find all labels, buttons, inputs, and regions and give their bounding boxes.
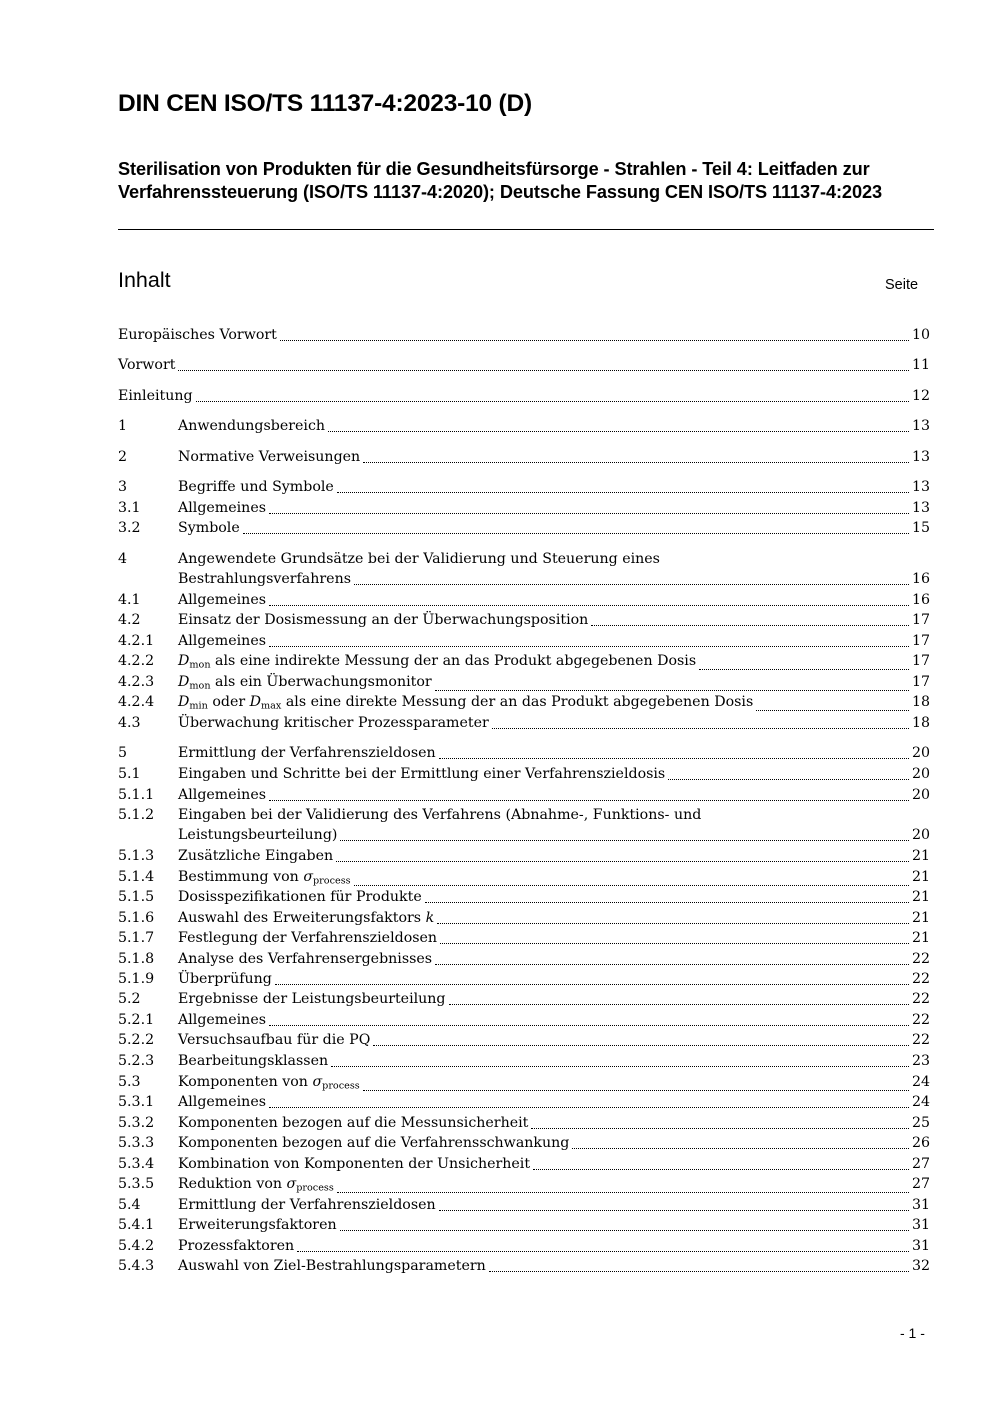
toc-entry-title: Allgemeines: [178, 1094, 266, 1110]
toc-entry-page: 23: [911, 1053, 930, 1069]
toc-entry-title: Anwendungsbereich: [178, 418, 326, 434]
toc-entry-title: $D_{min}$ oder $D_{max}$ als eine direkte Messung der an das Produkt abgegebenen Dosis: [178, 694, 754, 712]
toc-entry-page: 22: [911, 1032, 930, 1048]
toc-entry-title: Festlegung der Verfahrenszieldosen: [178, 930, 438, 946]
toc-entry-title-row: [178, 989, 930, 1010]
toc-entry-page: 15: [911, 520, 930, 536]
toc-entry-title-row: [178, 1215, 930, 1236]
toc-entry-title-row: [178, 498, 930, 519]
toc-entry-page: 27: [911, 1176, 930, 1192]
toc-entry-leader-dots: [354, 584, 909, 585]
toc-entry-page: 17: [911, 612, 930, 628]
toc-entry-page: 17: [911, 633, 930, 649]
toc-entry-title-row: [178, 610, 930, 631]
toc-entry-title-row: [178, 785, 930, 806]
toc-entry-title-row: [178, 949, 930, 970]
toc-entry-page: 21: [911, 889, 930, 905]
toc-entry-page: 21: [911, 930, 930, 946]
toc-entry-title-row: [178, 1236, 930, 1257]
toc-entry-title: Überprüfung: [178, 971, 272, 987]
toc-entry-title-row: [178, 518, 930, 539]
toc-entry-leader-dots: [572, 1148, 909, 1149]
toc-entry-title-row: [118, 325, 930, 346]
toc-entry-title-row: [178, 1051, 930, 1072]
toc-entry[interactable]: [118, 1195, 930, 1216]
toc-entry-title-row: [178, 908, 930, 929]
toc-entry[interactable]: [118, 1236, 930, 1257]
toc-entry-title-row: [118, 355, 930, 376]
toc-entry[interactable]: [118, 887, 930, 908]
toc-entry-title: Ergebnisse der Leistungsbeurteilung: [178, 991, 446, 1007]
toc-entry-leader-dots: [449, 1004, 909, 1005]
toc-entry-title-row: [178, 631, 930, 652]
toc-entry-symbol-subscript: process: [322, 1080, 360, 1092]
toc-entry-leader-dots: [269, 605, 909, 606]
toc-entry-page: 31: [911, 1197, 930, 1213]
toc-entry-page: 22: [911, 951, 930, 967]
page-number: - 1 -: [900, 1325, 925, 1341]
toc-entry-page: 20: [911, 745, 930, 761]
toc-entry-page: 21: [911, 848, 930, 864]
page-column-label: Seite: [885, 277, 919, 293]
toc-entry-page: 17: [911, 674, 930, 690]
toc-entry-symbol-letter: σ: [312, 1074, 323, 1090]
toc-entry[interactable]: [118, 518, 930, 539]
toc-entry-page: 16: [911, 592, 930, 608]
toc-entry-title-row: [178, 1092, 930, 1113]
toc-entry-title-row: [178, 1133, 930, 1154]
toc-entry-title: Einsatz der Dosismessung an der Überwachungsposition: [178, 612, 589, 628]
toc-entry[interactable]: [118, 1010, 930, 1031]
toc-entry[interactable]: [118, 416, 930, 437]
toc-entry-page: 24: [911, 1074, 930, 1090]
toc-entry-symbol-subscript: min: [189, 700, 208, 712]
toc-entry[interactable]: [118, 610, 930, 631]
toc-entry-leader-dots: [435, 964, 909, 965]
toc-entry-symbol-letter: σ: [286, 1176, 297, 1192]
toc-entry-number: 5.1.3: [118, 848, 155, 864]
toc-entry-title-row: [178, 713, 930, 734]
toc-entry-title: $D_{mon}$ als eine indirekte Messung der an das Produkt abgegebenen Dosis: [178, 653, 697, 671]
toc-entry[interactable]: [118, 355, 930, 376]
toc-entry-title-row: [178, 1154, 930, 1175]
toc-entry-title: Bestimmung von $\sigma_{process}$: [178, 869, 351, 887]
toc-entry-number: 4.2.2: [118, 653, 155, 669]
toc-entry[interactable]: [118, 785, 930, 806]
toc-entry-number: 5: [118, 745, 128, 761]
toc-entry-title: Symbole: [178, 520, 240, 536]
document-subtitle: Sterilisation von Produkten für die Gesundheitsfürsorge - Strahlen - Teil 4: Leitfaden zur Verfahrenssteuerung (ISO/TS 11137-4:2020); Deutsche Fassung CEN ISO/TS 11137-4:2023: [118, 159, 882, 202]
toc-entry[interactable]: [118, 928, 930, 949]
toc-entry-symbol-subscript: mon: [189, 680, 211, 692]
toc-entry-leader-dots: [440, 943, 909, 944]
toc-entry[interactable]: [118, 325, 930, 346]
toc-entry-title: Komponenten bezogen auf die Verfahrensschwankung: [178, 1135, 570, 1151]
toc-entry-title: Vorwort: [118, 357, 176, 373]
toc-entry-leader-dots: [297, 1251, 909, 1252]
toc-entry-leader-dots: [437, 923, 909, 924]
toc-entry-first-line: [118, 549, 930, 570]
toc-entry-title: Normative Verweisungen: [178, 449, 361, 465]
toc-entry-symbol-subscript: max: [261, 700, 282, 712]
toc-entry-symbol-letter: D: [178, 674, 190, 690]
toc-entry-page: 24: [911, 1094, 930, 1110]
toc-entry[interactable]: [118, 631, 930, 652]
toc-entry-leader-dots: [439, 1210, 909, 1211]
toc-entry-leader-dots: [269, 1107, 909, 1108]
toc-entry-page: 20: [911, 827, 930, 843]
toc-entry-number: 5.3.2: [118, 1115, 155, 1131]
toc-entry-number: 5.3.4: [118, 1156, 155, 1172]
toc-entry-title: Ermittlung der Verfahrenszieldosen: [178, 1197, 436, 1213]
toc-entry-leader-dots: [533, 1169, 909, 1170]
toc-entry-title: Versuchsaufbau für die PQ: [178, 1032, 371, 1048]
toc-entry-page: 13: [911, 500, 930, 516]
toc-entry-title-row: [178, 764, 930, 785]
toc-entry-symbol-subscript: process: [296, 1182, 334, 1194]
toc-entry-page: 13: [911, 479, 930, 495]
toc-entry-page: 10: [911, 327, 930, 343]
toc-entry[interactable]: [118, 672, 930, 693]
toc-entry-leader-dots: [331, 1066, 909, 1067]
toc-entry-title-row: [178, 1010, 930, 1031]
toc-entry-title-row: [178, 569, 930, 590]
toc-entry[interactable]: [118, 1256, 930, 1277]
toc-entry-title: Europäisches Vorwort: [118, 327, 277, 343]
toc-entry-number: 4.2: [118, 612, 141, 628]
toc-entry-number: 1: [118, 418, 128, 434]
toc-entry[interactable]: [118, 949, 930, 970]
toc-entry-number: 5.3.3: [118, 1135, 155, 1151]
toc-entry-title: $D_{mon}$ als ein Überwachungsmonitor: [178, 674, 432, 692]
toc-entry-symbol-subscript: mon: [189, 659, 211, 671]
toc-entry-title-row: [178, 969, 930, 990]
toc-entry-page: 16: [911, 571, 930, 587]
header-rule: [118, 229, 934, 230]
toc-entry-leader-dots: [425, 902, 909, 903]
toc-entry[interactable]: [118, 1113, 930, 1134]
toc-entry[interactable]: [118, 825, 930, 846]
toc-entry-page: 21: [911, 910, 930, 926]
toc-entry-title: Dosisspezifikationen für Produkte: [178, 889, 422, 905]
toc-entry-number: 5.4.1: [118, 1217, 155, 1233]
toc-entry-leader-dots: [668, 779, 909, 780]
toc-entry-leader-dots: [243, 533, 909, 534]
toc-entry-title: Leistungsbeurteilung): [178, 827, 338, 843]
toc-entry-title-row: [178, 1030, 930, 1051]
toc-entry[interactable]: [118, 590, 930, 611]
toc-entry-symbol-letter: k: [425, 910, 435, 926]
toc-entry-leader-dots: [340, 1230, 909, 1231]
toc-entry-page: 18: [911, 715, 930, 731]
toc-entry-leader-dots: [591, 625, 909, 626]
toc-entry-symbol: [178, 653, 211, 669]
toc-entry[interactable]: [118, 1215, 930, 1236]
toc-entry-number: 5.4.3: [118, 1258, 155, 1274]
toc-entry-title-row: [178, 1256, 930, 1277]
toc-entry-page: 31: [911, 1238, 930, 1254]
toc-entry-leader-dots: [275, 984, 909, 985]
toc-entry-leader-dots: [269, 1025, 909, 1026]
toc-entry[interactable]: [118, 498, 930, 519]
toc-entry-page: 22: [911, 1012, 930, 1028]
toc-entry-number: 5.1.9: [118, 971, 155, 987]
toc-entry-number: 4.1: [118, 592, 141, 608]
toc-entry-leader-dots: [178, 370, 909, 371]
toc-entry-title: Auswahl des Erweiterungsfaktors k: [178, 910, 435, 926]
toc-entry-title: Einleitung: [118, 388, 193, 404]
toc-entry-leader-dots: [337, 492, 909, 493]
toc-entry-title-row: [178, 447, 930, 468]
toc-entry-title: Begriffe und Symbole: [178, 479, 334, 495]
toc-entry-page: 18: [911, 694, 930, 710]
toc-entry-number: 5.1.8: [118, 951, 155, 967]
toc-entry-leader-dots: [699, 669, 909, 670]
toc-entry[interactable]: [118, 1174, 930, 1195]
toc-entry-first-line: [118, 805, 930, 826]
toc-entry-number: 4.2.4: [118, 694, 155, 710]
toc-entry-leader-dots: [363, 462, 909, 463]
toc-entry-number: 3.1: [118, 500, 141, 516]
toc-entry-title: Allgemeines: [178, 500, 266, 516]
toc-entry[interactable]: [118, 764, 930, 785]
toc-entry-number: 5.2.3: [118, 1053, 155, 1069]
toc-entry-title: Ermittlung der Verfahrenszieldosen: [178, 745, 436, 761]
toc-entry-leader-dots: [531, 1128, 909, 1129]
toc-entry-leader-dots: [269, 646, 909, 647]
toc-entry-title: Erweiterungsfaktoren: [178, 1217, 337, 1233]
toc-entry-number: 5.2: [118, 991, 141, 1007]
toc-entry-number: 5.1.5: [118, 889, 155, 905]
toc-entry-title: Reduktion von $\sigma_{process}$: [178, 1176, 334, 1194]
document-id: DIN CEN ISO/TS 11137-4:2023-10 (D): [118, 90, 532, 117]
toc-entry-title: Bearbeitungsklassen: [178, 1053, 329, 1069]
toc-entry-title-line1: Eingaben bei der Validierung des Verfahrens (Abnahme-, Funktions- und: [178, 807, 702, 823]
toc-entry-number: 5.1.4: [118, 869, 155, 885]
toc-entry-number: 4.2.3: [118, 674, 155, 690]
toc-entry-symbol: [178, 694, 208, 710]
toc-entry-page: 31: [911, 1217, 930, 1233]
toc-entry-page: 13: [911, 449, 930, 465]
toc-entry-title-row: [178, 590, 930, 611]
toc-entry-title: Überwachung kritischer Prozessparameter: [178, 715, 489, 731]
toc-entry-page: 26: [911, 1135, 930, 1151]
toc-entry-leader-dots: [328, 431, 909, 432]
toc-entry-number: 5.1.6: [118, 910, 155, 926]
toc-entry-symbol-subscript: process: [313, 875, 351, 887]
toc-entry[interactable]: [118, 1133, 930, 1154]
toc-entry[interactable]: [118, 1030, 930, 1051]
toc-entry-symbol: [303, 869, 350, 885]
contents-heading: Inhalt: [118, 268, 171, 292]
toc-entry-leader-dots: [196, 401, 909, 402]
toc-entry-symbol: [250, 694, 282, 710]
toc-entry-title-row: [178, 743, 930, 764]
toc-entry-number: 5.3: [118, 1074, 141, 1090]
toc-entry-leader-dots: [337, 1192, 909, 1193]
toc-entry-leader-dots: [280, 340, 909, 341]
toc-entry[interactable]: [118, 477, 930, 498]
toc-entry-number: 4.3: [118, 715, 141, 731]
toc-entry-title-row: [178, 846, 930, 867]
toc-entry-title: Allgemeines: [178, 787, 266, 803]
toc-entry-symbol-letter: σ: [303, 869, 314, 885]
toc-entry-title-row: [178, 1113, 930, 1134]
toc-entry[interactable]: [118, 692, 930, 713]
toc-entry-title: Eingaben und Schritte bei der Ermittlung einer Verfahrenszieldosis: [178, 766, 666, 782]
toc-entry-title: Allgemeines: [178, 1012, 266, 1028]
toc-entry-title: Kombination von Komponenten der Unsicherheit: [178, 1156, 531, 1172]
toc-entry-title: Allgemeines: [178, 592, 266, 608]
toc-entry-symbol-letter: D: [178, 653, 190, 669]
toc-entry-title: Auswahl von Ziel-Bestrahlungsparametern: [178, 1258, 486, 1274]
toc-entry-leader-dots: [373, 1045, 909, 1046]
toc-entry-number: 5.1: [118, 766, 141, 782]
toc-entry-title: Zusätzliche Eingaben: [178, 848, 334, 864]
toc-entry[interactable]: [118, 651, 930, 672]
toc-entry-page: 21: [911, 869, 930, 885]
toc-entry-title: Bestrahlungsverfahrens: [178, 571, 351, 587]
toc-entry-number: 2: [118, 449, 128, 465]
toc-entry-leader-dots: [756, 710, 909, 711]
toc-entry-number: 3: [118, 479, 128, 495]
toc-entry-number: 4.2.1: [118, 633, 155, 649]
toc-entry[interactable]: [118, 1051, 930, 1072]
toc-entry-page: 17: [911, 653, 930, 669]
toc-entry-title-line1: Angewendete Grundsätze bei der Validierung und Steuerung eines: [178, 551, 660, 567]
toc-entry-page: 25: [911, 1115, 930, 1131]
toc-entry-title-row: [178, 477, 930, 498]
toc-entry-leader-dots: [336, 861, 909, 862]
toc-entry-title-row: [178, 887, 930, 908]
toc-entry-number: 3.2: [118, 520, 141, 536]
toc-entry[interactable]: [118, 569, 930, 590]
toc-entry-number: 5.2.2: [118, 1032, 155, 1048]
toc-entry[interactable]: [118, 1154, 930, 1175]
toc-entry-leader-dots: [489, 1271, 909, 1272]
toc-entry-page: 27: [911, 1156, 930, 1172]
toc-entry-symbol: [178, 674, 211, 690]
toc-entry-title-row: [118, 386, 930, 407]
toc-entry-symbol: [287, 1176, 334, 1192]
toc-entry-title: Allgemeines: [178, 633, 266, 649]
toc-entry-number: 5.1.1: [118, 787, 155, 803]
toc-entry[interactable]: [118, 713, 930, 734]
toc-entry-number: 5.2.1: [118, 1012, 155, 1028]
toc-entry-page: 32: [911, 1258, 930, 1274]
toc-entry-title-row: [178, 1195, 930, 1216]
toc-entry[interactable]: [118, 989, 930, 1010]
toc-entry-leader-dots: [492, 728, 909, 729]
toc-entry[interactable]: [118, 1092, 930, 1113]
toc-entry-title: Komponenten bezogen auf die Messunsicherheit: [178, 1115, 529, 1131]
toc-entry-title-row: [178, 928, 930, 949]
toc-entry-title: Prozessfaktoren: [178, 1238, 295, 1254]
toc-entry-number: 5.1.2: [118, 807, 155, 823]
toc-entry-page: 12: [911, 388, 930, 404]
toc-entry-leader-dots: [340, 840, 909, 841]
toc-entry-number: 4: [118, 551, 128, 567]
toc-entry-title: Analyse des Verfahrensergebnisses: [178, 951, 433, 967]
toc-entry-page: 20: [911, 787, 930, 803]
toc-entry-title-row: [178, 416, 930, 437]
toc-entry-number: 5.3.1: [118, 1094, 155, 1110]
toc-entry[interactable]: [118, 969, 930, 990]
toc-entry-title-row: [178, 825, 930, 846]
toc-entry-symbol: [426, 910, 435, 926]
toc-entry[interactable]: [118, 846, 930, 867]
toc-entry-number: 5.3.5: [118, 1176, 155, 1192]
toc-entry-leader-dots: [269, 800, 909, 801]
toc-entry-page: 22: [911, 991, 930, 1007]
toc-entry-number: 5.4.2: [118, 1238, 155, 1254]
toc-entry-number: 5.1.7: [118, 930, 155, 946]
toc-entry-symbol-letter: D: [249, 694, 262, 710]
toc-entry-leader-dots: [269, 513, 909, 514]
toc-entry[interactable]: [118, 447, 930, 468]
toc-entry-page: 22: [911, 971, 930, 987]
toc-entry[interactable]: [118, 867, 930, 888]
toc-entry[interactable]: [118, 908, 930, 929]
toc-entry[interactable]: [118, 1072, 930, 1093]
toc-entry-page: 20: [911, 766, 930, 782]
toc-entry-leader-dots: [439, 758, 909, 759]
toc-entry[interactable]: [118, 743, 930, 764]
toc-entry[interactable]: [118, 386, 930, 407]
toc-entry-symbol-letter: D: [178, 694, 190, 710]
toc-entry-page: 13: [911, 418, 930, 434]
toc-entry-number: 5.4: [118, 1197, 141, 1213]
toc-entry-page: 11: [911, 357, 930, 373]
toc-entry-symbol: [312, 1074, 359, 1090]
toc-entry-title: Komponenten von $\sigma_{process}$: [178, 1074, 360, 1092]
